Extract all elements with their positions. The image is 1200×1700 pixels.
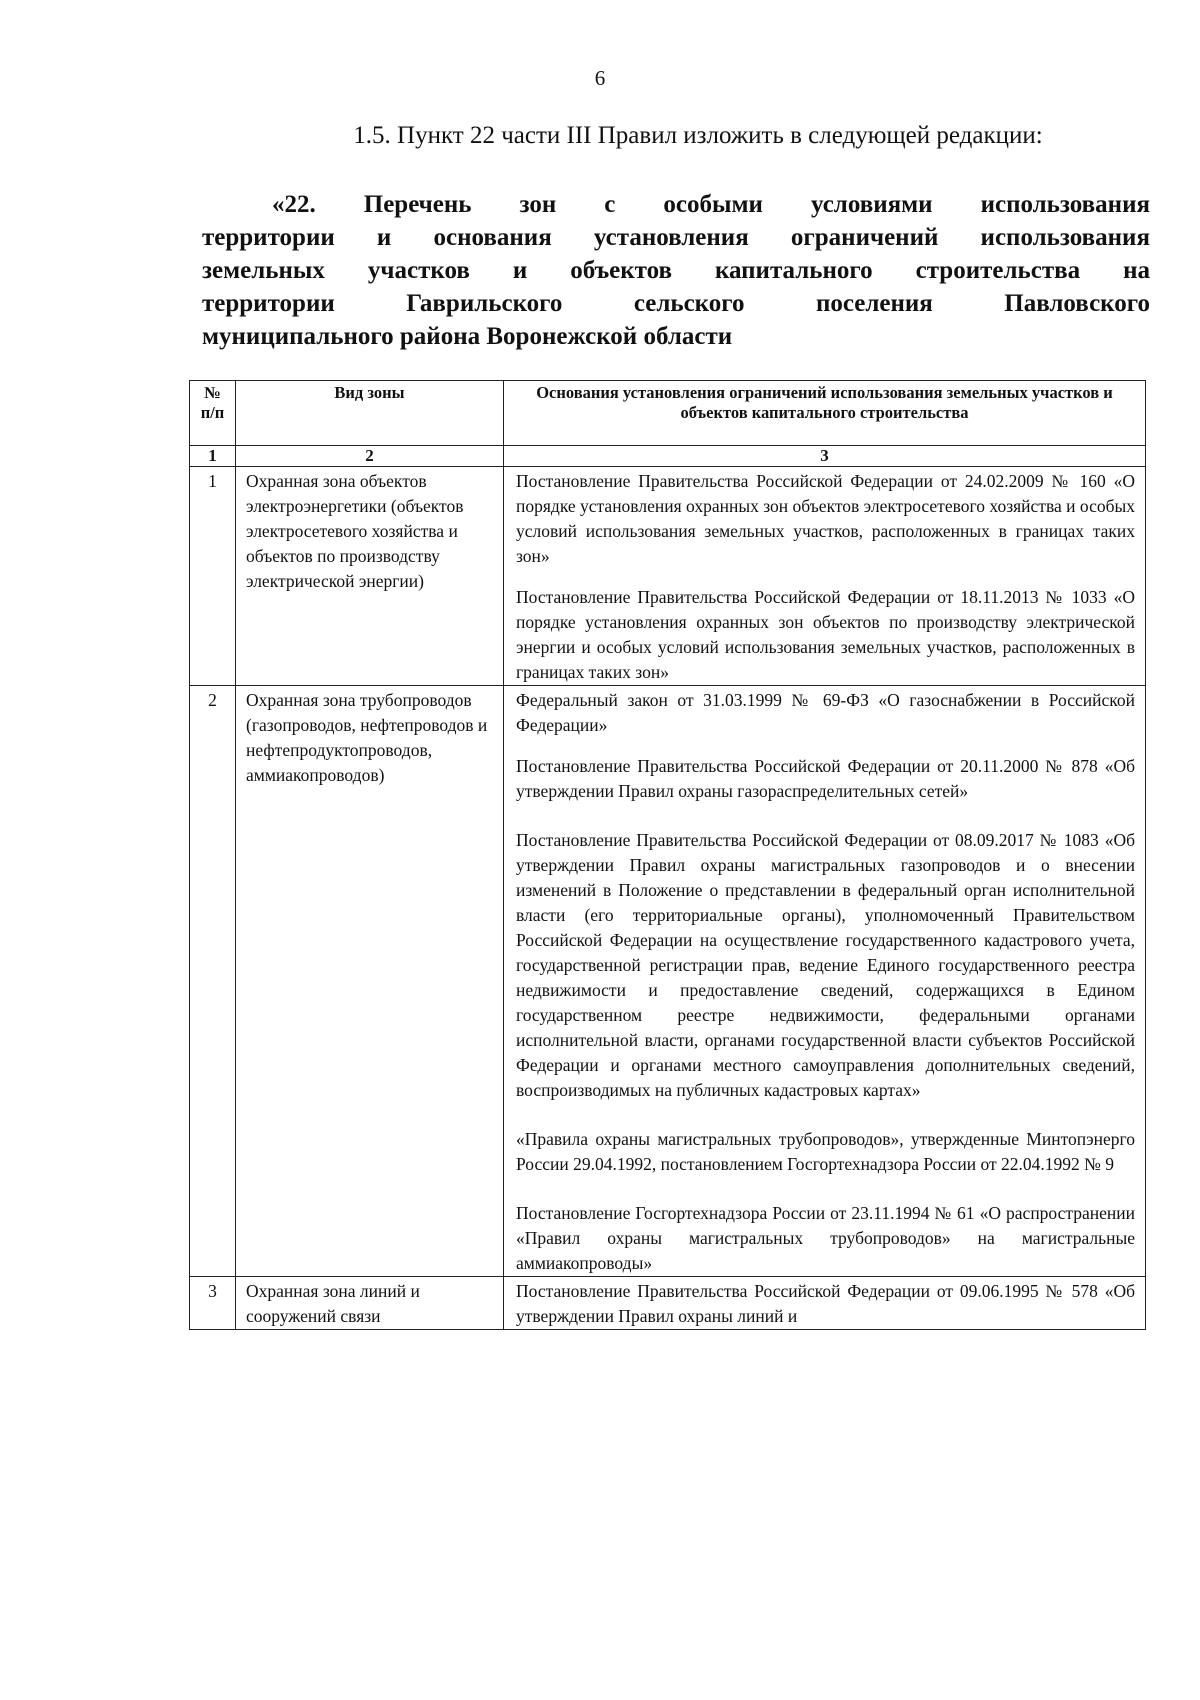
basis-document: Постановление Госгортехнадзора России от 23.11.1994 № 61 «О распространении «Правил охраны магистральных трубопроводов» на магистральные аммиакопроводы» [516, 1203, 1135, 1273]
row-number: 1 [190, 467, 236, 686]
section-title-line: муниципального района Воронежской области [202, 323, 733, 350]
basis-cell [504, 1277, 1146, 1330]
column-number-row [190, 446, 1146, 467]
table-row [190, 686, 1146, 1277]
page-number: 6 [594, 66, 606, 90]
basis-document: Федеральный закон от 31.03.1999 № 69-ФЗ «О газоснабжении в Российской Федерации» [516, 690, 1135, 735]
table-row [190, 1277, 1146, 1330]
basis-document: Постановление Правительства Российской Федерации от 20.11.2000 № 878 «Об утверждении Правил охраны газораспределительных сетей» [516, 756, 1135, 801]
section-title-line: территории и основания установления ограничений использования [202, 224, 1150, 251]
basis-document: Постановление Правительства Российской Федерации от 09.06.1995 № 578 «Об утверждении Правил охраны линий и [516, 1281, 1135, 1326]
section-title-line: территории Гаврильского сельского поселения Павловского [202, 290, 1150, 317]
basis-document: Постановление Правительства Российской Федерации от 18.11.2013 № 1033 «О порядке установления охранных зон объектов по производству электрической энергии и особых условий использования земельных участков, расположенных в границах таких зон» [516, 587, 1135, 682]
basis-cell [504, 467, 1146, 686]
header-basis: Основания установления ограничений использования земельных участков и объектов капитального строительства [504, 381, 1146, 446]
basis-document: «Правила охраны магистральных трубопроводов», утвержденные Минтопэнерго России 29.04.1992, постановлением Госгортехнадзора России от 22.04.1992 № 9 [516, 1129, 1135, 1174]
basis-document: Постановление Правительства Российской Федерации от 08.09.2017 № 1083 «Об утверждении Правил охраны магистральных газопроводов и о внесении изменений в Положение о представлении в федеральный орган исполнительной власти (его территориальные органы), уполномоченный Правительством Российской Федерации на осуществление государственного кадастрового учета, государственной регистрации прав, ведение Единого государственного реестра недвижимости и предоставление сведений, содержащихся в Едином государственном реестре недвижимости, федеральными органами исполнительной власти, органами государственной власти субъектов Российской Федерации и органами местного самоуправления дополнительных сведений, воспроизводимых на публичных кадастровых картах» [516, 830, 1135, 1100]
row-number: 2 [190, 686, 236, 1277]
row-number: 3 [190, 1277, 236, 1330]
basis-cell [504, 686, 1146, 1277]
zone-type-cell: Охранная зона объектов электроэнергетики (объектов электросетевого хозяйства и объектов по производству электрической энергии) [236, 467, 504, 686]
basis-document: Постановление Правительства Российской Федерации от 24.02.2009 № 160 «О порядке установления охранных зон объектов электросетевого хозяйства и особых условий использования земельных участков, расположенных в границах таких зон» [516, 471, 1135, 566]
column-number: 1 [190, 446, 236, 467]
table-header-row [190, 381, 1146, 446]
header-zone-type: Вид зоны [236, 381, 504, 446]
item-heading: 1.5. Пункт 22 части III Правил изложить в следующей редакции: [353, 122, 1043, 149]
zone-type-cell: Охранная зона трубопроводов (газопроводов, нефтепроводов и нефтепродуктопроводов, аммиакопроводов) [236, 686, 504, 1277]
section-title [202, 188, 1150, 353]
column-number: 2 [236, 446, 504, 467]
section-title-line: «22. Перечень зон с особыми условиями использования [272, 191, 1150, 218]
column-number: 3 [504, 446, 1146, 467]
section-title-line: земельных участков и объектов капитального строительства на [202, 257, 1150, 284]
zone-type-cell: Охранная зона линий и сооружений связи [236, 1277, 504, 1330]
table-row [190, 467, 1146, 686]
header-number: № п/п [190, 381, 236, 446]
zones-table [189, 380, 1146, 1330]
